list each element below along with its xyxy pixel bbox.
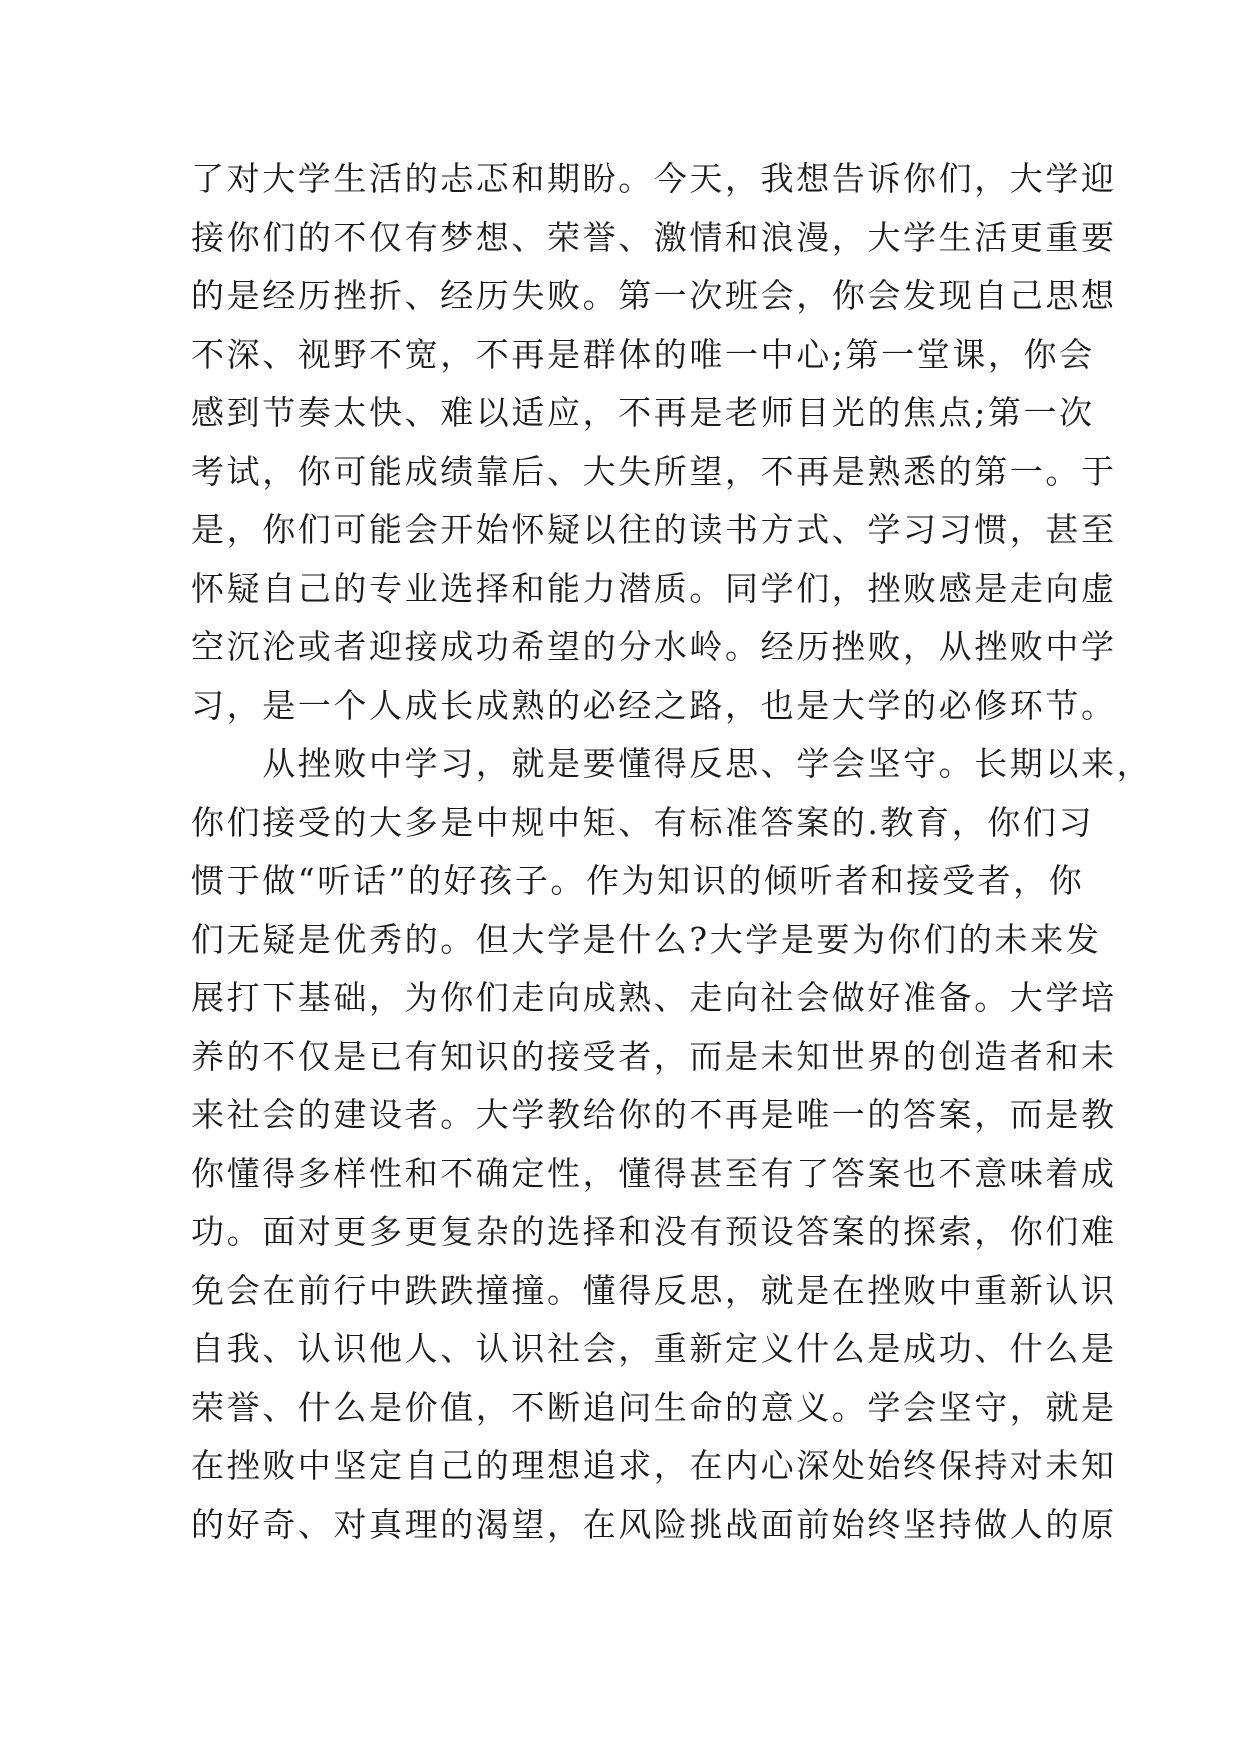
text-line: 来社会的建设者。大学教给你的不再是唯一的答案，而是教 bbox=[191, 1095, 1117, 1134]
text-line: 不深、视野不宽，不再是群体的唯一中心;第一堂课，你会 bbox=[191, 334, 1095, 374]
text-line: 考试，你可能成绩靠后、大失所望，不再是熟悉的第一。于 bbox=[191, 451, 1117, 491]
text-line: 你懂得多样性和不确定性，懂得甚至有了答案也不意味着成 bbox=[191, 1153, 1117, 1193]
text-line: 荣誉、什么是价值，不断追问生命的意义。学会坚守，就是 bbox=[191, 1387, 1117, 1427]
text-line: 怀疑自己的专业选择和能力潜质。同学们，挫败感是走向虚 bbox=[191, 568, 1117, 608]
text-line: 展打下基础，为你们走向成熟、走向社会做好准备。大学培 bbox=[191, 978, 1117, 1017]
text-line: 功。面对更多更复杂的选择和没有预设答案的探索，你们难 bbox=[191, 1212, 1117, 1251]
text-line: 自我、认识他人、认识社会，重新定义什么是成功、什么是 bbox=[191, 1329, 1117, 1368]
text-line: 接你们的不仅有梦想、荣誉、激情和浪漫，大学生活更重要 bbox=[191, 217, 1117, 257]
text-line: 空沉沦或者迎接成功希望的分水岭。经历挫败，从挫败中学 bbox=[191, 627, 1117, 666]
text-line: 是，你们可能会开始怀疑以往的读书方式、学习习惯，甚至 bbox=[191, 510, 1117, 549]
text-line: 从挫败中学习，就是要懂得反思、学会坚守。长期以来， bbox=[191, 744, 1153, 783]
text-line: 在挫败中坚定自己的理想追求，在内心深处始终保持对未知 bbox=[191, 1446, 1117, 1485]
text-line: 免会在前行中跌跌撞撞。懂得反思，就是在挫败中重新认识 bbox=[191, 1270, 1117, 1310]
text-line: 的是经历挫折、经历失败。第一次班会，你会发现自己思想 bbox=[191, 276, 1117, 315]
text-line: 你们接受的大多是中规中矩、有标准答案的.教育，你们习 bbox=[191, 802, 1095, 842]
text-line: 习，是一个人成长成熟的必经之路，也是大学的必修环节。 bbox=[191, 685, 1117, 725]
text-line: 养的不仅是已有知识的接受者，而是未知世界的创造者和未 bbox=[191, 1036, 1117, 1076]
text-line: 感到节奏太快、难以适应，不再是老师目光的焦点;第一次 bbox=[191, 393, 1095, 432]
text-line: 惯于做“听话”的好孩子。作为知识的倾听者和接受者，你 bbox=[191, 861, 1085, 900]
text-line: 的好奇、对真理的渴望，在风险挑战面前始终坚持做人的原 bbox=[191, 1504, 1117, 1544]
text-line: 们无疑是优秀的。但大学是什么?大学是要为你们的未来发 bbox=[191, 919, 1102, 959]
body-text bbox=[191, 150, 1153, 1554]
text-line: 了对大学生活的忐忑和期盼。今天，我想告诉你们，大学迎 bbox=[191, 159, 1117, 198]
